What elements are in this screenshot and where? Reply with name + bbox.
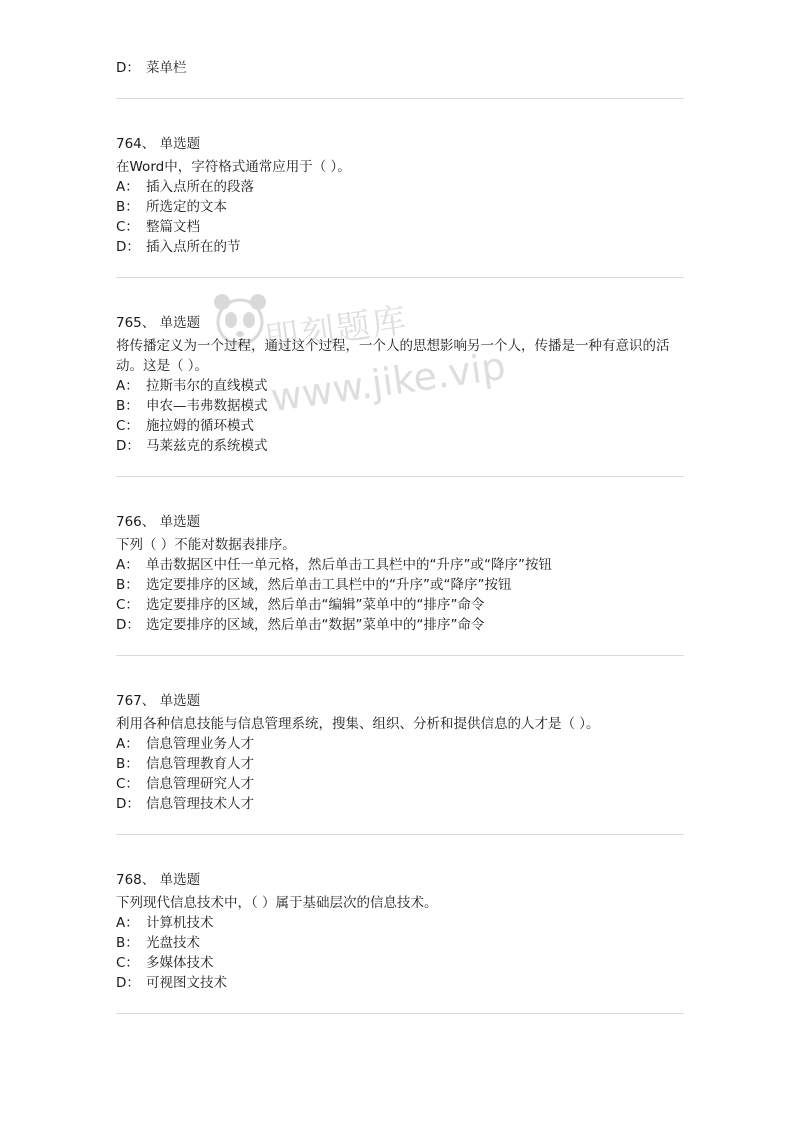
option-letter: A： [116,378,139,394]
question-header [116,691,684,711]
question-stem: 将传播定义为一个过程，通过这个过程，一个人的思想影响另一个人，传播是一种有意识的活动。这是（ ）。 [116,338,670,374]
option-line [116,933,684,953]
option-text: 单击数据区中任一单元格，然后单击工具栏中的“升序”或“降序”按钮 [146,557,552,573]
option-letter: C： [116,955,139,971]
option-text: 信息管理业务人才 [146,736,254,752]
question-block [116,278,684,477]
option-letter: C： [116,418,139,434]
option-line [116,953,684,973]
question-stem: 下列（ ）不能对数据表排序。 [116,537,296,553]
option-line [116,177,684,197]
option-text: 马莱兹克的系统模式 [146,438,268,454]
option-letter: D： [116,975,140,991]
option-line [116,396,684,416]
option-text: 选定要排序的区域，然后单击工具栏中的“升序”或“降序”按钮 [146,577,512,593]
question-header [116,313,684,333]
option-text: 所选定的文本 [146,199,227,215]
option-line [116,913,684,933]
option-line [116,237,684,257]
question-block [116,99,684,278]
question-number: 766、 [116,514,156,530]
option-text: 插入点所在的段落 [146,179,254,195]
option-letter: D： [116,617,140,633]
option-text: 信息管理研究人才 [146,776,254,792]
option-line [116,754,684,774]
option-letter: A： [116,915,139,931]
option-text: 选定要排序的区域，然后单击“编辑”菜单中的“排序”命令 [146,597,485,613]
option-line [116,774,684,794]
option-letter: D： [116,438,140,454]
question-stem: 利用各种信息技能与信息管理系统，搜集、组织、分析和提供信息的人才是（ ）。 [116,716,600,732]
option-letter: C： [116,597,139,613]
option-line [116,734,684,754]
option-line [116,197,684,217]
option-letter: D： [116,60,140,76]
question-header [116,870,684,890]
option-letter: C： [116,776,139,792]
question-type: 单选题 [159,514,201,530]
option-letter: B： [116,577,139,593]
question-number: 765、 [116,315,156,331]
option-text: 插入点所在的节 [146,239,241,255]
option-text: 光盘技术 [146,935,200,951]
option-letter: D： [116,239,140,255]
question-number: 767、 [116,693,156,709]
option-text: 整篇文档 [146,219,200,235]
option-line [116,376,684,396]
option-text: 菜单栏 [146,60,187,76]
option-line [116,973,684,993]
question-block [116,477,684,656]
question-page [116,58,684,1014]
option-text: 多媒体技术 [146,955,214,971]
option-letter: B： [116,756,139,772]
question-header [116,512,684,532]
option-line [116,436,684,456]
watermark-text-en: www.jike.vip [268,343,509,421]
question-type: 单选题 [159,872,201,888]
divider [116,1013,684,1014]
option-line [116,58,684,78]
option-text: 计算机技术 [146,915,214,931]
option-text: 拉斯韦尔的直线模式 [146,378,268,394]
option-letter: A： [116,179,139,195]
question-type: 单选题 [159,136,201,152]
option-text: 信息管理教育人才 [146,756,254,772]
option-line [116,794,684,814]
option-text: 可视图文技术 [146,975,227,991]
option-line [116,595,684,615]
question-type: 单选题 [159,693,201,709]
option-letter: B： [116,935,139,951]
option-line [116,416,684,436]
option-letter: C： [116,219,139,235]
question-type: 单选题 [159,315,201,331]
option-text: 选定要排序的区域，然后单击“数据”菜单中的“排序”命令 [146,617,485,633]
question-number: 768、 [116,872,156,888]
option-text: 申农—韦弗数据模式 [146,398,268,414]
option-letter: A： [116,736,139,752]
option-line [116,555,684,575]
question-stem: 下列现代信息技术中，（ ）属于基础层次的信息技术。 [116,895,438,911]
watermark-text-cn: 即刻题库 [262,300,411,360]
question-number: 764、 [116,136,156,152]
option-text: 信息管理技术人才 [146,796,254,812]
question-block [116,835,684,1014]
question-stem: 在Word中，字符格式通常应用于（ ）。 [116,159,351,175]
option-line [116,217,684,237]
option-letter: A： [116,557,139,573]
option-text: 施拉姆的循环模式 [146,418,254,434]
option-line [116,615,684,635]
option-letter: B： [116,199,139,215]
option-letter: B： [116,398,139,414]
option-line [116,575,684,595]
question-header [116,134,684,154]
question-block [116,656,684,835]
option-letter: D： [116,796,140,812]
